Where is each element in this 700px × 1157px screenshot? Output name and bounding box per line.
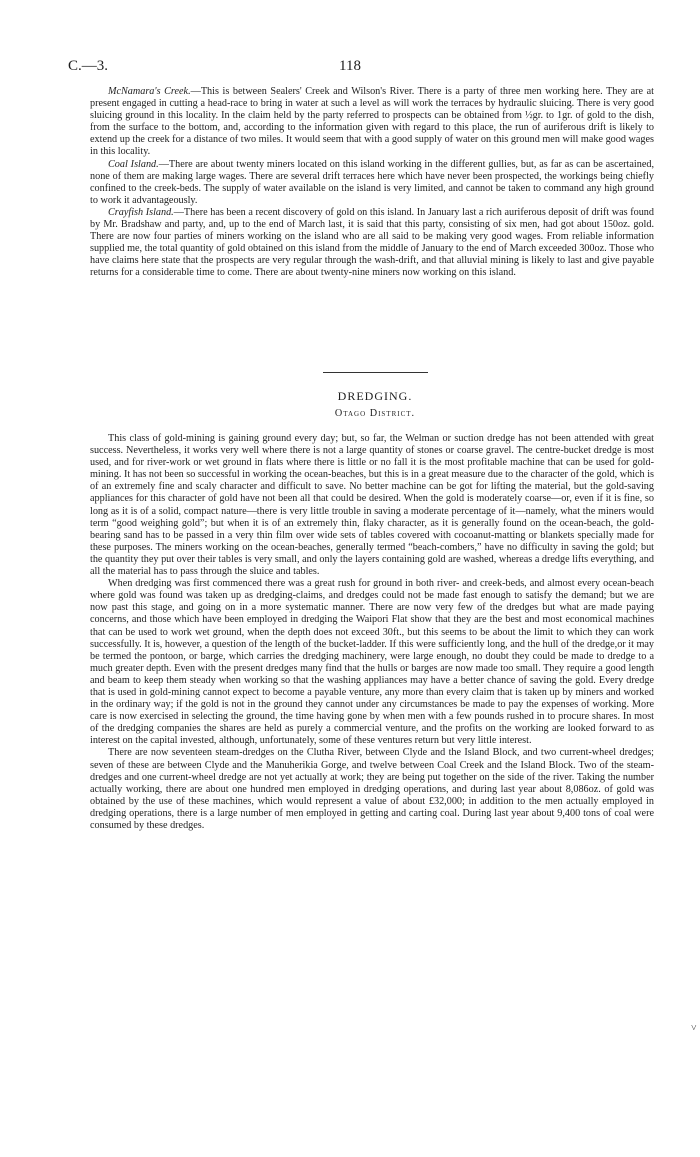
paragraph-text: —There are about twenty miners located on this island working in the different gullies, but, as far as can be ascertained, none of them are making large wages. There are several drift terraces here which have never been prospected, the workings being chiefly confined to the creek-beds. The supply of water available on the island is very limited, and cannot be taken to command any high ground to work it advantageously.: [90, 158, 654, 206]
paragraph-heading: Crayfish Island.: [108, 206, 174, 218]
paragraph-mcnamaras-creek: [90, 86, 654, 159]
paragraph-text: —This is between Sealers' Creek and Wilson's River. There is a party of three men working here. They are at present engaged in cutting a head-race to bring in water at such a level as will work the terraces by hydraulic sluicing. There is very good sluicing ground in this locality. In the claim held by the party referred to prospects can be obtained from ½gr. to 1gr. of gold to the dish, from the surface to the bottom, and, according to the information given with regard to this place, the run of auriferous drift is likely to extend up the creek for a distance of two miles. It would seem that with a good supply of water on this ground men will make good wages in this locality.: [90, 86, 654, 158]
dredging-section: [90, 433, 654, 832]
paragraph-text: —There has been a recent discovery of gold on this island. In January last a rich auriferous deposit of drift was found by Mr. Bradshaw and party, and, up to the end of March last, it is said that this party, consisting of six men, had got about 150oz. gold. There are now four parties of miners working on the island who are all said to be making very good wages. From reliable information supplied me, the total quantity of gold obtained on this island from the middle of January to the end of March exceeded 300oz. Those who have claims here state that the prospects are very regular through the wash-drift, and that alluvial mining is likely to last and give payable returns for a considerable time to come. There are about twenty-nine miners now working on this island.: [90, 206, 654, 279]
section-code: C.—3.: [68, 58, 109, 74]
paragraph-heading: Coal Island.: [108, 158, 159, 170]
dredging-paragraph: This class of gold-mining is gaining ground every day; but, so far, the Welman or suction dredge has not been attended with great success. Nevertheless, it works very well where there is not a large quantity of stones or coarse gravel. The centre-bucket dredge is most used, and for river-work or wet ground in flats where there is little or no fall it is the most profitable machine that can be used for gold-mining. It has not been so successful in working the ocean-beaches, but this is in a great measure due to the character of the gold, which is of an extremely fine and scaly character and difficult to save. No better machine can be got for lifting the material, but the gold-saving appliances for this character of gold have not been all that could be desired. When the gold is moderately coarse—or, even if it is fine, so long as it is of a solid, compact nature—there is very little trouble in saving a moderate percentage of it—namely, what the miners would term “good weighing gold”; but when it is of an extremely thin, flaky character, as it is generally found on the ocean-beach, the gold-bearing sand has to be passed in a very thin film over wide sets of tables covered with cocoanut-matting or blankets specially made for these purposes. The miners working on the ocean-beaches, generally termed “beach-combers,” have no difficulty in saving the gold; but the quantity they put over their tables is very small, and only the layers containing gold are washed, whereas a dredge lifts everything, and all the material has to pass through the sluice and tables.: [90, 433, 654, 578]
page-number: 118: [339, 58, 361, 74]
paragraph-heading: McNamara's Creek.: [108, 86, 191, 97]
paragraph-coal-island: [90, 159, 654, 207]
section-divider: [323, 372, 428, 373]
dredging-paragraph: When dredging was first commenced there was a great rush for ground in both river- and creek-beds, and almost every ocean-beach where gold was found was taken up as dredging-claims, and dredges could not be made fast enough to satisfy the demand; but we are now past this stage, and going on in a more systematic manner. There are now very few of the dredges but what are made paying concerns, and those which have been employed in dredging the Waipori Flat show that they are the best and most economical machines that can be used to work wet ground, when the depth does not exceed 30ft., but this seems to be about the limit to which they can work successfully. It is, however, a question of the length of the bucket-ladder. If this were sufficiently long, and the hull of the dredge,or it may be termed the pontoon, or barge, which carries the dredging machinery, were large enough, no doubt they could be made to dredge to a much greater depth. Even with the present dredges many find that the hulls or barges are now made too small. They require a good length and beam to keep them steady when working so that the washing appliances may have a better chance of saving the gold. Every dredge that is used in gold-mining cannot expect to become a payable venture, any more than every claim that is taken up by miners and worked in the ordinary way; if the gold is not in the ground they cannot under any circumstances be made to pay the expenses of working. More care is now exercised in selecting the ground, the time having gone by when men with a few pounds rushed in to procure shares. In most of the dredging companies the shares are held as purely a commercial venture, and the profits on the working are looked forward to as interest on the capital invested, although, unfortunately, some of these ventures return but very little interest.: [90, 578, 654, 747]
island-reports: [90, 86, 654, 280]
dredging-paragraph: There are now seventeen steam-dredges on the Clutha River, between Clyde and the Island Block, and two current-wheel dredges; seven of these are between Clyde and the Manuherikia Gorge, and twelve between Coal Creek and the Island Block. Two of the steam-dredges and one current-wheel dredge are not yet actually at work; they are being put together on the side of the river. Taking the number actually working, there are about one hundred men employed in dredging operations, and during last year about 8,086oz. of gold was obtained by the use of these machines, which would represent a value of about £32,000; in addition to the men actually employed in dredging operations, there is a large number of men employed in getting and carting coal. During last year about 9,400 tons of coal were consumed by these dredges.: [90, 747, 654, 831]
paragraph-crayfish-island: [90, 207, 654, 280]
section-title: DREDGING.: [337, 389, 413, 403]
margin-mark: ˅: [691, 1023, 697, 1034]
section-subtitle: Otago District.: [334, 408, 416, 419]
